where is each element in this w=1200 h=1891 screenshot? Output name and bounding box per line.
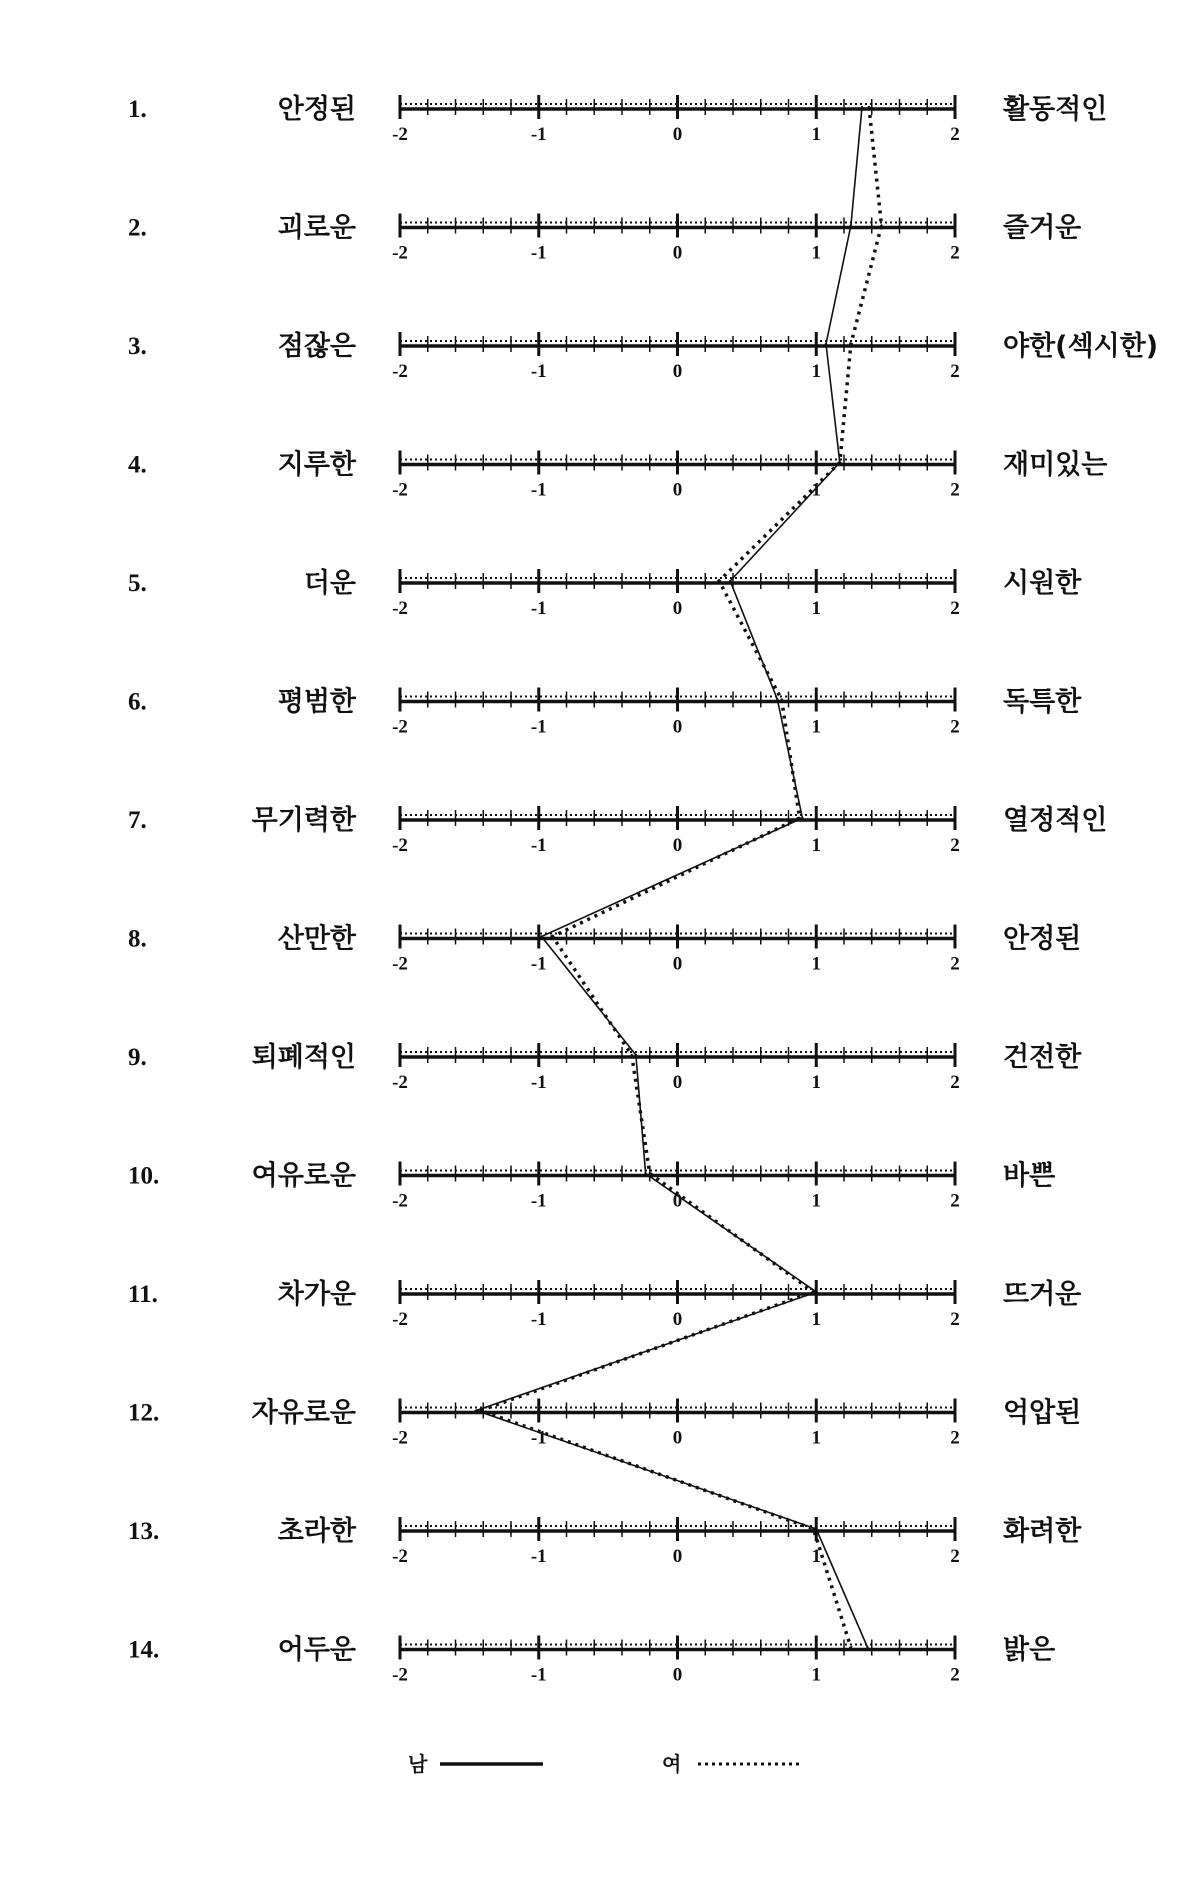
left-adjective-2: 괴로운 bbox=[277, 212, 356, 244]
tick-label-11-1: -1 bbox=[530, 1309, 547, 1330]
tick-label-4-0: -2 bbox=[392, 479, 408, 501]
tick-label-12-0: -2 bbox=[392, 1427, 408, 1449]
tick-label-5-1: -1 bbox=[530, 598, 547, 619]
series-point-1-10 bbox=[644, 1172, 646, 1174]
series-point-2-5 bbox=[718, 580, 720, 582]
right-adjective-5: 시원한 bbox=[1003, 568, 1082, 599]
right-adjective-10: 바쁜 bbox=[1003, 1160, 1056, 1192]
tick-label-13-1: -1 bbox=[530, 1546, 547, 1567]
series-point-1-14 bbox=[866, 1646, 868, 1648]
series-point-2-11 bbox=[812, 1291, 814, 1293]
tick-label-10-4: 2 bbox=[950, 1190, 960, 1212]
right-adjective-6: 독특한 bbox=[1003, 686, 1082, 718]
right-adjective-11: 뜨거운 bbox=[1003, 1279, 1082, 1310]
left-adjective-13: 초라한 bbox=[277, 1516, 356, 1547]
series-point-2-14 bbox=[850, 1646, 852, 1648]
tick-label-2-4: 2 bbox=[950, 242, 960, 264]
series-point-2-10 bbox=[649, 1172, 651, 1174]
row-number-14: 14. bbox=[128, 1636, 160, 1664]
tick-label-13-3: 1 bbox=[811, 1546, 821, 1567]
row-number-2: 2. bbox=[128, 214, 147, 242]
tick-label-11-3: 1 bbox=[811, 1309, 821, 1330]
tick-label-10-3: 1 bbox=[811, 1190, 821, 1212]
tick-label-8-1: -1 bbox=[530, 953, 547, 975]
tick-label-2-3: 1 bbox=[811, 242, 821, 264]
series-point-2-13 bbox=[812, 1528, 814, 1530]
row-number-12: 12. bbox=[128, 1399, 160, 1427]
series-point-2-3 bbox=[850, 343, 852, 345]
tick-label-8-2: 0 bbox=[672, 953, 683, 975]
series-point-2-2 bbox=[880, 224, 882, 226]
right-adjective-1: 활동적인 bbox=[1003, 94, 1108, 125]
series-point-1-9 bbox=[635, 1054, 637, 1056]
row-number-5: 5. bbox=[128, 570, 147, 597]
right-adjective-9: 건전한 bbox=[1003, 1042, 1082, 1073]
series-point-2-8 bbox=[551, 935, 553, 937]
tick-label-6-3: 1 bbox=[811, 716, 821, 738]
tick-label-1-0: -2 bbox=[392, 124, 408, 145]
tick-label-3-3: 1 bbox=[811, 361, 821, 382]
tick-label-6-4: 2 bbox=[950, 716, 960, 738]
tick-label-1-3: 1 bbox=[811, 124, 821, 145]
series-point-2-6 bbox=[780, 698, 782, 700]
tick-label-7-4: 2 bbox=[950, 835, 960, 856]
tick-label-5-2: 0 bbox=[672, 598, 683, 619]
tick-label-12-3: 1 bbox=[811, 1427, 821, 1449]
right-adjective-2: 즐거운 bbox=[1003, 212, 1082, 244]
series-point-1-2 bbox=[850, 224, 852, 226]
series-point-2-12 bbox=[479, 1409, 481, 1411]
tick-label-4-4: 2 bbox=[950, 479, 960, 501]
tick-label-5-3: 1 bbox=[811, 598, 821, 619]
left-adjective-4: 지루한 bbox=[277, 449, 356, 481]
row-number-10: 10. bbox=[128, 1162, 160, 1190]
tick-label-14-4: 2 bbox=[950, 1664, 960, 1686]
series-point-1-8 bbox=[540, 935, 542, 937]
tick-label-14-0: -2 bbox=[392, 1664, 408, 1686]
tick-label-12-1: -1 bbox=[530, 1427, 547, 1449]
tick-label-8-3: 1 bbox=[811, 953, 821, 975]
tick-label-14-1: -1 bbox=[530, 1664, 547, 1686]
tick-label-2-2: 0 bbox=[672, 242, 683, 264]
tick-label-11-0: -2 bbox=[392, 1309, 408, 1330]
series-point-2-1 bbox=[868, 106, 870, 108]
tick-label-10-2: 0 bbox=[672, 1190, 683, 1212]
row-number-9: 9. bbox=[128, 1044, 147, 1071]
right-adjective-8: 안정된 bbox=[1003, 923, 1082, 955]
left-adjective-7: 무기력한 bbox=[251, 805, 356, 836]
tick-label-10-1: -1 bbox=[530, 1190, 547, 1212]
tick-label-9-2: 0 bbox=[672, 1072, 683, 1093]
tick-label-8-0: -2 bbox=[392, 953, 408, 975]
left-adjective-11: 차가운 bbox=[277, 1279, 356, 1310]
tick-label-6-0: -2 bbox=[392, 716, 408, 738]
tick-label-3-1: -1 bbox=[530, 361, 547, 382]
legend-label-2: 여 bbox=[662, 1752, 682, 1776]
row-number-6: 6. bbox=[128, 688, 147, 716]
tick-label-8-4: 2 bbox=[950, 953, 960, 975]
tick-label-11-2: 0 bbox=[672, 1309, 683, 1330]
tick-label-2-0: -2 bbox=[392, 242, 408, 264]
tick-label-9-3: 1 bbox=[811, 1072, 821, 1093]
right-adjective-4: 재미있는 bbox=[1003, 449, 1108, 481]
left-adjective-3: 점잖은 bbox=[277, 331, 356, 362]
row-number-7: 7. bbox=[128, 807, 147, 834]
series-point-1-6 bbox=[776, 698, 778, 700]
legend-label-1: 남 bbox=[408, 1752, 428, 1776]
series-point-1-7 bbox=[801, 817, 803, 819]
left-adjective-12: 자유로운 bbox=[251, 1397, 356, 1429]
tick-label-14-2: 0 bbox=[672, 1664, 683, 1686]
tick-label-13-0: -2 bbox=[392, 1546, 408, 1567]
tick-label-13-2: 0 bbox=[672, 1546, 683, 1567]
row-number-1: 1. bbox=[128, 96, 147, 123]
tick-label-1-1: -1 bbox=[530, 124, 547, 145]
series-point-1-13 bbox=[815, 1528, 817, 1530]
row-number-8: 8. bbox=[128, 925, 147, 953]
tick-label-6-2: 0 bbox=[672, 716, 683, 738]
right-adjective-13: 화려한 bbox=[1003, 1516, 1082, 1547]
right-adjective-7: 열정적인 bbox=[1003, 805, 1108, 836]
tick-label-12-2: 0 bbox=[672, 1427, 683, 1449]
series-point-2-7 bbox=[798, 817, 800, 819]
tick-label-9-4: 2 bbox=[950, 1072, 960, 1093]
tick-label-1-2: 0 bbox=[672, 124, 683, 145]
tick-label-11-4: 2 bbox=[950, 1309, 960, 1330]
row-number-3: 3. bbox=[128, 333, 147, 360]
right-adjective-3: 야한(섹시한) bbox=[1003, 331, 1159, 362]
tick-label-4-3: 1 bbox=[811, 479, 821, 501]
series-point-2-4 bbox=[839, 461, 841, 463]
series-point-2-9 bbox=[631, 1054, 633, 1056]
series-line-1 bbox=[476, 107, 867, 1648]
tick-label-3-2: 0 bbox=[672, 361, 683, 382]
series-point-1-3 bbox=[825, 343, 827, 345]
tick-label-10-0: -2 bbox=[392, 1190, 408, 1212]
tick-label-4-1: -1 bbox=[530, 479, 547, 501]
left-adjective-6: 평범한 bbox=[277, 686, 356, 718]
tick-label-5-4: 2 bbox=[950, 598, 960, 619]
left-adjective-10: 여유로운 bbox=[251, 1160, 356, 1192]
tick-label-5-0: -2 bbox=[392, 598, 408, 619]
tick-label-6-1: -1 bbox=[530, 716, 547, 738]
tick-label-13-4: 2 bbox=[950, 1546, 960, 1567]
tick-label-4-2: 0 bbox=[672, 479, 683, 501]
left-adjective-9: 퇴폐적인 bbox=[251, 1042, 356, 1073]
left-adjective-14: 어두운 bbox=[277, 1634, 356, 1666]
series-point-1-12 bbox=[475, 1409, 477, 1411]
tick-label-7-0: -2 bbox=[392, 835, 408, 856]
left-adjective-1: 안정된 bbox=[277, 94, 356, 125]
series-point-1-5 bbox=[729, 580, 731, 582]
right-adjective-14: 밝은 bbox=[1003, 1634, 1056, 1666]
tick-label-3-4: 2 bbox=[950, 361, 960, 382]
series-line-2 bbox=[481, 107, 882, 1648]
tick-label-1-4: 2 bbox=[950, 124, 960, 145]
right-adjective-12: 억압된 bbox=[1003, 1397, 1082, 1429]
left-adjective-8: 산만한 bbox=[277, 923, 356, 955]
series-point-1-1 bbox=[861, 106, 863, 108]
row-number-11: 11. bbox=[128, 1281, 158, 1308]
left-adjective-5: 더운 bbox=[303, 568, 356, 599]
tick-label-9-0: -2 bbox=[392, 1072, 408, 1093]
tick-label-14-3: 1 bbox=[811, 1664, 821, 1686]
tick-label-3-0: -2 bbox=[392, 361, 408, 382]
tick-label-7-1: -1 bbox=[530, 835, 547, 856]
tick-label-9-1: -1 bbox=[530, 1072, 547, 1093]
row-number-13: 13. bbox=[128, 1518, 160, 1545]
row-number-4: 4. bbox=[128, 451, 147, 479]
tick-label-2-1: -1 bbox=[530, 242, 547, 264]
tick-label-7-2: 0 bbox=[672, 835, 683, 856]
tick-label-12-4: 2 bbox=[950, 1427, 960, 1449]
tick-label-7-3: 1 bbox=[811, 835, 821, 856]
